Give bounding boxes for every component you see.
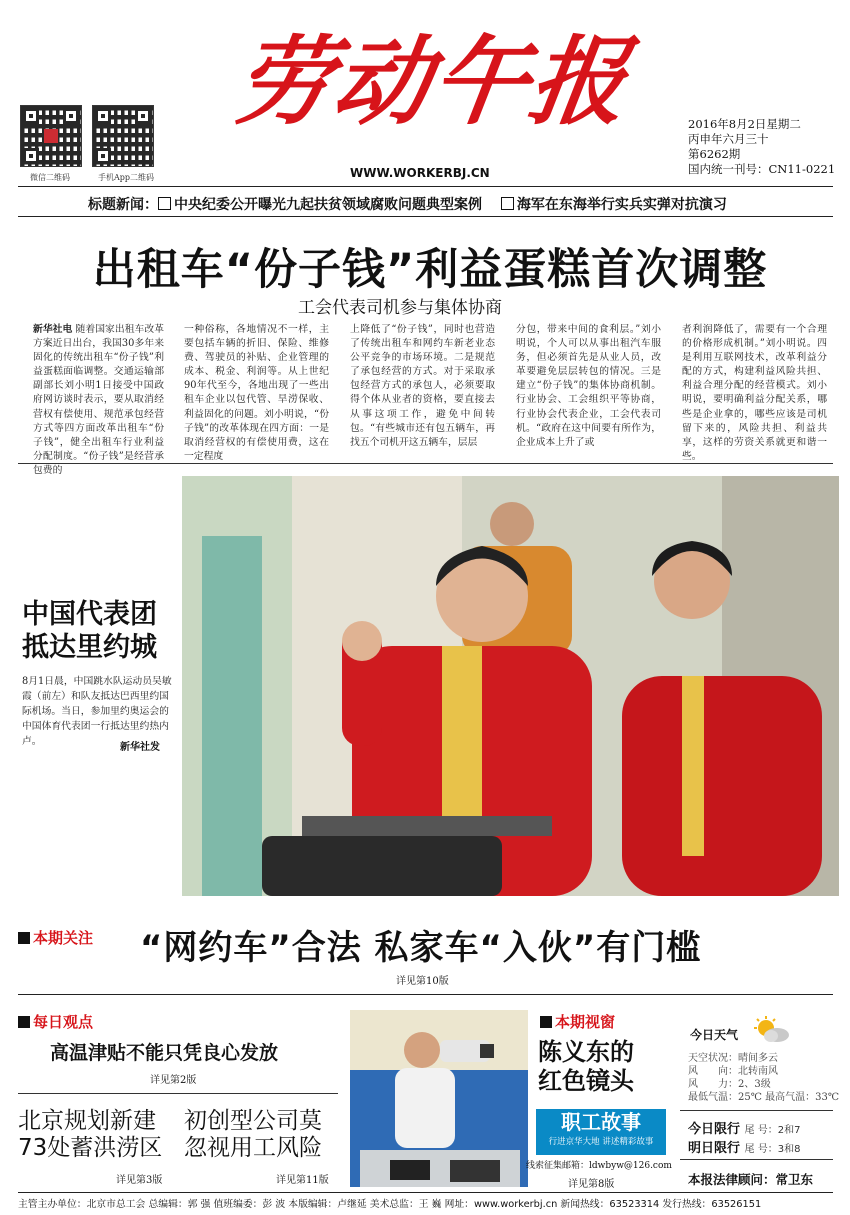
headline-label: 标题新闻： bbox=[88, 197, 158, 213]
qr-caption-wechat: 微信二维码 bbox=[30, 173, 70, 182]
weather-wind-force: 风 力：2、3级 bbox=[688, 1079, 771, 1090]
divider bbox=[18, 186, 833, 187]
photo-illustration bbox=[182, 476, 839, 896]
divider bbox=[680, 1159, 833, 1160]
column-text: 分包，带来中间的食利层。”刘小明说，个人可以从事出租汽车服务，但必须首先是从业人员，改革要避免层层转包的情况。三是建立“份子钱”的集体协商机制。行业协会、工会组织平等协商，行业协会代表企业，工会代表司机。“政府在这中间要有所作为，企业成本上升了或 bbox=[516, 324, 661, 448]
photo-caption: 8月1日晨，中国跳水队运动员吴敏霞（前左）和队友抵达巴西里约国际机场。当日，参加里约奥运会的中国体育代表团一行抵达里约热内卢。 bbox=[22, 676, 172, 747]
column-text: 随着国家出租车改革方案近日出台，我国30多年来固化的传统出租车“份子钱”利益蛋糕面临调整。交通运输部副部长刘小明1日接受中国政府网访谈时表示，要从取消经营权有偿使用、规范承包经营方式等四方面改革出租车“份子钱”，健全出租车行业利益分配制度。“份子钱”是经营承包费的 bbox=[33, 324, 165, 476]
athletes-photo bbox=[182, 476, 839, 896]
lunar-date-line: 丙申年六月三十 bbox=[688, 132, 769, 146]
lead-column-4 bbox=[516, 323, 661, 455]
limit-today bbox=[688, 1118, 800, 1137]
worker-stories-title: 职工故事 bbox=[561, 1110, 641, 1134]
worker-stories-box[interactable] bbox=[536, 1109, 666, 1155]
brief-2-title[interactable] bbox=[184, 1108, 322, 1162]
brief-title-line: 初创型公司莫 bbox=[184, 1108, 322, 1134]
limit-label: 明日限行 bbox=[688, 1141, 741, 1156]
lead-column-2 bbox=[184, 323, 329, 462]
weather-sky: 天空状况：晴间多云 bbox=[688, 1053, 778, 1064]
divider bbox=[18, 1093, 338, 1094]
focus-title[interactable]: “网约车”合法 私家车“入伙”有门槛 bbox=[140, 928, 702, 968]
focus-tag bbox=[18, 927, 93, 948]
issue-line: 第6262期 bbox=[688, 147, 741, 161]
divider bbox=[18, 463, 833, 464]
photo-story-title-line: 抵达里约城 bbox=[22, 632, 157, 663]
qr-app bbox=[92, 105, 154, 167]
video-see: 详见第8版 bbox=[568, 1179, 615, 1190]
lead-column-5 bbox=[682, 323, 827, 462]
brief-title-line: 73处蓄洪涝区 bbox=[18, 1135, 163, 1161]
worker-stories-sub: 行进京华大地 讲述精彩故事 bbox=[548, 1137, 654, 1147]
limit-tomorrow bbox=[688, 1137, 800, 1156]
footer: 主管主办单位：北京市总工会 总编辑：郭 强 值班编委：彭 波 本版编辑：卢继延 美术总监：王 巍 网址：www.workerbj.cn 新闻热线：63523314 发行热线：63526151 bbox=[18, 1199, 762, 1210]
divider bbox=[680, 1110, 833, 1111]
qr-caption-app: 手机App二维码 bbox=[98, 173, 155, 182]
weather-rows bbox=[688, 1052, 839, 1104]
photo-story-title[interactable] bbox=[22, 598, 157, 664]
legal-advisor: 本报法律顾问：常卫东 bbox=[688, 1172, 814, 1187]
brief-title-line: 忽视用工风险 bbox=[184, 1135, 322, 1161]
dateline: 新华社电 bbox=[33, 324, 73, 335]
opinion-tag bbox=[18, 1011, 93, 1032]
lead-column-1 bbox=[33, 323, 165, 476]
video-tag bbox=[540, 1011, 615, 1032]
lead-column-3 bbox=[350, 323, 495, 455]
serial-line: 国内统一刊号：CN11-0221 bbox=[688, 162, 836, 176]
divider bbox=[18, 994, 833, 995]
lead-subtitle: 工会代表司机参与集体协商 bbox=[298, 298, 502, 318]
website[interactable]: WWW.WORKERBJ.CN bbox=[350, 166, 490, 180]
lead-title[interactable]: 出租车“份子钱”利益蛋糕首次调整 bbox=[92, 245, 768, 295]
brief-2-see: 详见第11版 bbox=[276, 1175, 329, 1186]
brief-1-see: 详见第3版 bbox=[116, 1175, 163, 1186]
square-bullet-icon bbox=[540, 1016, 552, 1028]
video-tag-label: 本期视窗 bbox=[555, 1013, 616, 1031]
opinion-see: 详见第2版 bbox=[150, 1075, 197, 1086]
photo-credit: 新华社发 bbox=[120, 742, 160, 753]
qr-wechat bbox=[20, 105, 82, 167]
limit-value: 尾 号：3和8 bbox=[744, 1144, 801, 1155]
photo-illustration bbox=[350, 1010, 528, 1187]
headline-item-2[interactable]: 海军在东海举行实兵实弹对抗演习 bbox=[516, 197, 727, 213]
opinion-title[interactable]: 高温津贴不能只凭良心发放 bbox=[50, 1042, 279, 1064]
opinion-tag-label: 每日观点 bbox=[33, 1013, 94, 1031]
column-text: 上降低了“份子钱”，同时也营造了传统出租车和网约车新老业态公平竞争的市场环境。二是规范了承包经营的方式。对于采取承包经营方式的承包人，必须要取得个体从业者的资格，要直接去从事这项工作，避免中间转包。“有些城市还有包五辆车，再找五个司机开这五辆车，层层 bbox=[350, 324, 495, 448]
date-line: 2016年8月2日星期二 bbox=[688, 117, 801, 131]
column-text: 一种俗称，各地情况不一样，主要包括车辆的折旧、保险、维修费、驾驶员的补贴、企业管理的成本、税金、利润等。从上世纪90年代至今，各地出现了一些出租车企业以包代管、旱涝保收、利益固化的问题。刘小明说，“份子钱”的改革体现在四方面：一是取消经营权的有偿使用费，这在一定程度 bbox=[184, 324, 329, 462]
checkbox-icon bbox=[501, 197, 514, 210]
date-block bbox=[688, 117, 835, 177]
column-text: 者利润降低了，需要有一个合理的价格形成机制。”刘小明说。四是利用互联网技术，改革利益分配的方式，构建利益风险共担、利益合理分配的经营模式。刘小明说，要明确利益分配关系，哪些是企业拿的，哪些应该是司机留下来的，风险共担、利益共享，这样的劳资关系就更和谐一些。 bbox=[682, 324, 827, 462]
weather-wind-direction: 风 向：北转南风 bbox=[688, 1066, 778, 1077]
square-bullet-icon bbox=[18, 932, 30, 944]
headline-item-1[interactable]: 中央纪委公开曝光九起扶贫领域腐败问题典型案例 bbox=[174, 197, 482, 213]
focus-see: 详见第10版 bbox=[396, 976, 449, 987]
weather-temperature: 最低气温：25℃ 最高气温：33℃ bbox=[688, 1092, 840, 1103]
weather-title: 今日天气 bbox=[690, 1028, 739, 1042]
newspaper-logo: 劳动午报 bbox=[228, 25, 637, 138]
checkbox-icon bbox=[158, 197, 171, 210]
brief-1-title[interactable] bbox=[18, 1108, 162, 1162]
headline-bar bbox=[88, 194, 727, 214]
sun-cloud-icon bbox=[752, 1016, 790, 1044]
video-title[interactable] bbox=[538, 1038, 634, 1096]
divider bbox=[18, 216, 833, 217]
limit-value: 尾 号：2和7 bbox=[744, 1125, 801, 1136]
divider bbox=[18, 1192, 833, 1193]
video-title-line: 陈义东的 bbox=[538, 1038, 634, 1066]
focus-tag-label: 本期关注 bbox=[33, 929, 94, 947]
square-bullet-icon bbox=[18, 1016, 30, 1028]
photo-story-title-line: 中国代表团 bbox=[22, 599, 157, 630]
limit-label: 今日限行 bbox=[688, 1122, 741, 1137]
video-title-line: 红色镜头 bbox=[538, 1067, 634, 1095]
brief-title-line: 北京规划新建 bbox=[18, 1108, 156, 1134]
clue-email[interactable]: 线索征集邮箱：ldwbyw@126.com bbox=[526, 1161, 672, 1171]
photographer-photo bbox=[350, 1010, 528, 1187]
